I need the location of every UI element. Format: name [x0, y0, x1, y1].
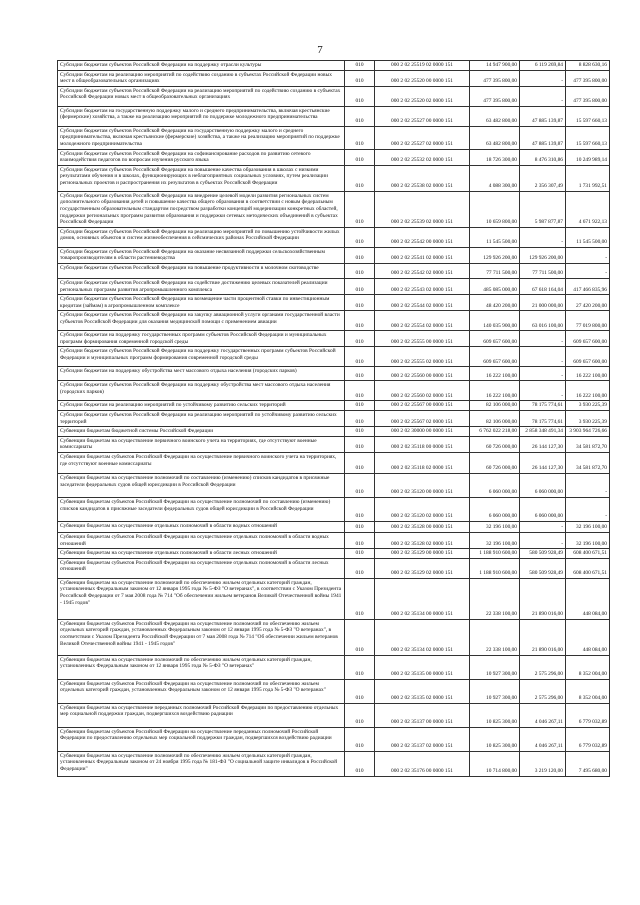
table-row — [58, 263, 610, 278]
table-row — [58, 727, 610, 751]
row-unexecuted: 32 196 100,00 — [566, 533, 610, 549]
row-line-code: 010 — [345, 227, 375, 247]
row-name: Субвенции бюджетам на осуществление отдельных полномочий в области лесных отношений — [58, 549, 345, 559]
table-row — [58, 578, 610, 619]
row-name: Субсидии бюджетам на реализацию мероприятий по устойчивому развитию сельских территорий — [58, 401, 345, 411]
row-name: Субсидии бюджетам субъектов Российской Федерации на реализацию мероприятий по устойчивому развитию сельских территорий — [58, 411, 345, 427]
table-row — [58, 191, 610, 227]
row-name: Субвенции бюджетам субъектов Российской Федерации на осуществление полномочий по обеспечению жильем отдельных категорий граждан, установленных Федеральным законом от 12 января 1995 года № 5-ФЗ "О ветеранах", в соответствии с Указом Президента Российской Федерации от 7 мая 2008 года № 714 "Об обеспечении жильем ветеранов Великой Отечественной войны 1941 - 1945 годов" — [58, 619, 345, 655]
row-unexecuted: - — [566, 474, 610, 498]
row-budget-code: 000 2 02 35120 00 0000 151 — [375, 474, 470, 498]
row-unexecuted: 8 352 004,00 — [566, 655, 610, 679]
row-executed: 4 046 267,11 — [520, 703, 566, 727]
row-approved: 6 060 000,00 — [470, 498, 520, 522]
row-approved: 10 714 800,00 — [470, 751, 520, 776]
row-budget-code: 000 2 02 35134 02 0000 151 — [375, 619, 470, 655]
row-executed: 2 858 348 491,34 — [520, 427, 566, 437]
row-budget-code: 000 2 02 25527 00 0000 151 — [375, 106, 470, 126]
row-name: Субсидии бюджетам субъектов Российской Федерации на реализацию мероприятий по содействию созданию в субъектах Российской Федерации новых мест в общеобразовательных организациях — [58, 86, 345, 106]
table-row — [58, 367, 610, 381]
row-budget-code: 000 2 02 35118 00 0000 151 — [375, 436, 470, 452]
row-budget-code: 000 2 02 35137 02 0000 151 — [375, 727, 470, 751]
row-line-code: 010 — [345, 619, 375, 655]
row-name: Субсидии бюджетам субъектов Российской Федерации на поддержку отрасли культуры — [58, 61, 345, 71]
row-name: Субсидии бюджетам субъектов Российской Федерации на повышение качества образования в школах с низкими результатами обучения и в школах, функционирующих в неблагоприятных социальных условиях, путем реализации региональных проектов и распространения их результатов в субъектах Российской Федерации — [58, 165, 345, 191]
row-executed: 4 046 267,11 — [520, 727, 566, 751]
row-line-code: 010 — [345, 191, 375, 227]
row-unexecuted: 34 581 872,70 — [566, 436, 610, 452]
row-unexecuted: 6 779 032,89 — [566, 727, 610, 751]
row-budget-code: 000 2 02 35128 02 0000 151 — [375, 533, 470, 549]
table-row — [58, 126, 610, 149]
row-executed: - — [520, 533, 566, 549]
row-approved: 609 657 600,00 — [470, 347, 520, 367]
row-budget-code: 000 2 02 35129 00 0000 151 — [375, 549, 470, 559]
row-approved: 485 085 000,00 — [470, 278, 520, 294]
row-approved: 32 196 100,00 — [470, 522, 520, 533]
row-approved: 48 420 200,00 — [470, 295, 520, 311]
row-budget-code: 000 2 02 25560 00 0000 151 — [375, 367, 470, 381]
row-unexecuted: 3 903 964 726,66 — [566, 427, 610, 437]
table-row — [58, 86, 610, 106]
row-budget-code: 000 2 02 25544 02 0000 151 — [375, 295, 470, 311]
row-line-code: 010 — [345, 411, 375, 427]
row-unexecuted: - — [566, 263, 610, 278]
table-row — [58, 498, 610, 522]
row-name: Субсидии бюджетам субъектов Российской Федерации на возмещение части процентной ставки по инвестиционным кредитам (займам) в агропромышленном комплексе — [58, 295, 345, 311]
row-approved: 22 338 100,00 — [470, 578, 520, 619]
row-line-code: 010 — [345, 278, 375, 294]
table-row — [58, 522, 610, 533]
row-line-code: 010 — [345, 367, 375, 381]
row-executed: 21 000 000,00 — [520, 295, 566, 311]
row-budget-code: 000 2 02 25541 02 0000 151 — [375, 247, 470, 263]
row-budget-code: 000 2 02 25519 02 0000 151 — [375, 61, 470, 71]
row-executed: 21 890 016,00 — [520, 619, 566, 655]
row-unexecuted: 32 196 100,00 — [566, 522, 610, 533]
table-row — [58, 655, 610, 679]
row-name: Субвенции бюджетам субъектов Российской Федерации на осуществление отдельных полномочий в области водных отношений — [58, 533, 345, 549]
table-row — [58, 149, 610, 165]
row-unexecuted: 77 019 800,00 — [566, 311, 610, 331]
row-line-code: 010 — [345, 703, 375, 727]
budget-table-body — [58, 61, 610, 777]
row-name: Субсидии бюджетам субъектов Российской Федерации на повышение продуктивности в молочном скотоводстве — [58, 263, 345, 278]
row-name: Субсидии бюджетам субъектов Российской Федерации на государственную поддержку малого и среднего предпринимательства, включая крестьянские (фермерские) хозяйства, а также на реализацию мероприятий по поддержке молодежного предпринимательства — [58, 126, 345, 149]
row-approved: 63 482 800,00 — [470, 126, 520, 149]
row-line-code: 010 — [345, 61, 375, 71]
row-executed: - — [520, 70, 566, 86]
row-line-code: 010 — [345, 549, 375, 559]
row-name: Субвенции бюджетам на осуществление отдельных полномочий в области водных отношений — [58, 522, 345, 533]
row-executed: 26 144 127,30 — [520, 436, 566, 452]
row-name: Субсидии бюджетам субъектов Российской Федерации на поддержку обустройства мест массового отдыха населения (городских парков) — [58, 381, 345, 401]
table-row — [58, 619, 610, 655]
row-approved: 1 188 910 600,00 — [470, 558, 520, 578]
row-approved: 60 726 000,00 — [470, 436, 520, 452]
row-executed: 78 175 774,61 — [520, 411, 566, 427]
row-executed: 2 356 307,49 — [520, 165, 566, 191]
row-executed: 63 016 100,00 — [520, 311, 566, 331]
row-unexecuted: 608 400 671,51 — [566, 558, 610, 578]
row-executed: 78 175 774,61 — [520, 401, 566, 411]
row-unexecuted: 608 400 671,51 — [566, 549, 610, 559]
row-name: Субвенции бюджетам на осуществление полномочий по обеспечению жильем отдельных категорий граждан, установленных Федеральным законом от 12 января 1995 года № 5-ФЗ "О ветеранах", в соответствии с Указом Президента Российской Федерации от 7 мая 2008 года № 714 "Об обеспечении жильем ветеранов Великой Отечественной войны 1941 - 1945 годов" — [58, 578, 345, 619]
row-name: Субсидии бюджетам на реализацию мероприятий по содействию созданию в субъектах Российской Федерации новых мест в общеобразовательных организациях — [58, 70, 345, 86]
row-name: Субвенции бюджетам бюджетной системы Российской Федерации — [58, 427, 345, 437]
row-name: Субвенции бюджетам на осуществление полномочий по обеспечению жильем отдельных категорий граждан, установленных Федеральным законом от 12 января 1995 года № 5-ФЗ "О ветеранах" — [58, 655, 345, 679]
row-executed: 8 476 310,86 — [520, 149, 566, 165]
table-row — [58, 474, 610, 498]
row-approved: 10 825 300,00 — [470, 727, 520, 751]
row-name: Субвенции бюджетам на осуществление полномочий по составлению (изменению) списков кандидатов в присяжные заседатели федеральных судов общей юрисдикции в Российской Федерации — [58, 474, 345, 498]
row-executed: 21 890 016,00 — [520, 578, 566, 619]
row-unexecuted: 34 581 872,70 — [566, 453, 610, 474]
table-row — [58, 61, 610, 71]
row-unexecuted: 16 222 100,00 — [566, 367, 610, 381]
row-executed: 2 575 296,00 — [520, 679, 566, 703]
row-unexecuted: 417 466 835,96 — [566, 278, 610, 294]
row-executed: - — [520, 86, 566, 106]
row-approved: 477 395 800,00 — [470, 70, 520, 86]
row-budget-code: 000 2 02 25560 02 0000 151 — [375, 381, 470, 401]
row-unexecuted: 3 930 225,39 — [566, 411, 610, 427]
table-row — [58, 227, 610, 247]
row-budget-code: 000 2 02 35120 02 0000 151 — [375, 498, 470, 522]
row-budget-code: 000 2 02 30000 00 0000 151 — [375, 427, 470, 437]
row-budget-code: 000 2 02 35118 02 0000 151 — [375, 453, 470, 474]
row-budget-code: 000 2 02 25539 02 0000 151 — [375, 191, 470, 227]
row-name: Субвенции бюджетам на осуществление полномочий по обеспечению жильем отдельных категорий граждан, установленных Федеральным законом от 24 ноября 1995 года № 181-ФЗ "О социальной защите инвалидов в Российской Федерации" — [58, 751, 345, 776]
row-approved: 609 657 600,00 — [470, 331, 520, 347]
row-executed: 3 219 120,00 — [520, 751, 566, 776]
table-row — [58, 106, 610, 126]
row-budget-code: 000 2 02 35176 00 0000 151 — [375, 751, 470, 776]
row-executed: 2 575 296,00 — [520, 655, 566, 679]
row-executed: 47 885 139,87 — [520, 106, 566, 126]
row-unexecuted: 1 731 992,51 — [566, 165, 610, 191]
row-approved: 129 926 200,00 — [470, 247, 520, 263]
row-line-code: 010 — [345, 578, 375, 619]
row-executed: 6 119 269,84 — [520, 61, 566, 71]
row-line-code: 010 — [345, 295, 375, 311]
row-line-code: 010 — [345, 106, 375, 126]
row-executed: 6 060 000,00 — [520, 474, 566, 498]
page-number: 7 — [317, 44, 323, 56]
row-approved: 140 035 900,00 — [470, 311, 520, 331]
row-approved: 1 188 910 600,00 — [470, 549, 520, 559]
row-approved: 77 711 500,00 — [470, 263, 520, 278]
row-budget-code: 000 2 02 25542 02 0000 151 — [375, 263, 470, 278]
row-executed: 47 885 139,87 — [520, 126, 566, 149]
row-line-code: 010 — [345, 427, 375, 437]
row-unexecuted: 8 352 004,00 — [566, 679, 610, 703]
table-row — [58, 751, 610, 776]
table-row — [58, 247, 610, 263]
row-executed: 6 060 000,00 — [520, 498, 566, 522]
row-approved: 82 106 000,00 — [470, 401, 520, 411]
row-budget-code: 000 2 02 25555 02 0000 151 — [375, 347, 470, 367]
table-row — [58, 295, 610, 311]
row-unexecuted: 27 420 200,00 — [566, 295, 610, 311]
table-row — [58, 558, 610, 578]
row-approved: 477 395 800,00 — [470, 86, 520, 106]
row-budget-code: 000 2 02 35129 02 0000 151 — [375, 558, 470, 578]
row-name: Субсидии бюджетам на поддержку обустройства мест массового отдыха населения (городских парков) — [58, 367, 345, 381]
row-executed: - — [520, 227, 566, 247]
row-name: Субвенции бюджетам субъектов Российской Федерации на осуществление отдельных полномочий в области лесных отношений — [58, 558, 345, 578]
row-name: Субсидии бюджетам субъектов Российской Федерации на софинансирование расходов по развитию сетевого взаимодействия педагогов по вопросам изучения русского языка — [58, 149, 345, 165]
row-budget-code: 000 2 02 35128 00 0000 151 — [375, 522, 470, 533]
row-line-code: 010 — [345, 247, 375, 263]
table-row — [58, 70, 610, 86]
row-line-code: 010 — [345, 126, 375, 149]
row-budget-code: 000 2 02 35134 00 0000 151 — [375, 578, 470, 619]
row-line-code: 010 — [345, 263, 375, 278]
row-executed: 67 618 164,04 — [520, 278, 566, 294]
row-budget-code: 000 2 02 35135 02 0000 151 — [375, 679, 470, 703]
table-row — [58, 331, 610, 347]
row-approved: 10 927 300,00 — [470, 655, 520, 679]
row-approved: 6 060 000,00 — [470, 474, 520, 498]
row-approved: 82 106 000,00 — [470, 411, 520, 427]
row-unexecuted: 11 545 500,00 — [566, 227, 610, 247]
row-budget-code: 000 2 02 35137 00 0000 151 — [375, 703, 470, 727]
row-unexecuted: - — [566, 247, 610, 263]
row-budget-code: 000 2 02 25538 02 0000 151 — [375, 165, 470, 191]
row-approved: 18 726 300,00 — [470, 149, 520, 165]
row-line-code: 010 — [345, 474, 375, 498]
row-line-code: 010 — [345, 522, 375, 533]
row-approved: 14 947 900,00 — [470, 61, 520, 71]
row-budget-code: 000 2 02 25542 00 0000 151 — [375, 227, 470, 247]
row-unexecuted: 4 671 922,13 — [566, 191, 610, 227]
row-budget-code: 000 2 02 25527 02 0000 151 — [375, 126, 470, 149]
table-row — [58, 436, 610, 452]
row-budget-code: 000 2 02 25567 02 0000 151 — [375, 411, 470, 427]
table-row — [58, 311, 610, 331]
row-line-code: 010 — [345, 401, 375, 411]
row-name: Субсидии бюджетам субъектов Российской Федерации на реализацию мероприятий по повышению устойчивости жилых домов, основных объектов и систем жизнеобеспечения в сейсмических районах Российской Федерации — [58, 227, 345, 247]
row-approved: 22 338 100,00 — [470, 619, 520, 655]
row-line-code: 010 — [345, 727, 375, 751]
row-line-code: 010 — [345, 165, 375, 191]
table-row — [58, 381, 610, 401]
row-executed: - — [520, 522, 566, 533]
table-row — [58, 453, 610, 474]
row-line-code: 010 — [345, 311, 375, 331]
row-line-code: 010 — [345, 655, 375, 679]
row-line-code: 010 — [345, 347, 375, 367]
row-executed: 5 987 877,87 — [520, 191, 566, 227]
row-unexecuted: 16 222 100,00 — [566, 381, 610, 401]
row-executed: - — [520, 331, 566, 347]
row-line-code: 010 — [345, 381, 375, 401]
row-line-code: 010 — [345, 149, 375, 165]
row-name: Субвенции бюджетам субъектов Российской Федерации на осуществление полномочий по составлению (изменению) списков кандидатов в присяжные заседатели федеральных судов общей юрисдикции в Российской Федерации — [58, 498, 345, 522]
row-unexecuted: 448 084,00 — [566, 619, 610, 655]
row-approved: 11 545 500,00 — [470, 227, 520, 247]
table-row — [58, 549, 610, 559]
table-row — [58, 165, 610, 191]
row-name: Субсидии бюджетам субъектов Российской Федерации на закупку авиационной услуги органами государственной власти субъектов Российской Федерации для оказания медицинской помощи с применением авиации — [58, 311, 345, 331]
row-line-code: 010 — [345, 86, 375, 106]
row-line-code: 010 — [345, 453, 375, 474]
row-line-code: 010 — [345, 70, 375, 86]
row-executed: 129 926 200,00 — [520, 247, 566, 263]
row-name: Субвенции бюджетам на осуществление переданных полномочий Российской Федерации по предоставлению отдельных мер социальной поддержки граждан, подвергшихся воздействию радиации — [58, 703, 345, 727]
row-unexecuted: - — [566, 498, 610, 522]
row-unexecuted: 448 084,00 — [566, 578, 610, 619]
row-name: Субвенции бюджетам субъектов Российской Федерации на осуществление первичного воинского учета на территориях, где отсутствуют военные комиссариаты — [58, 453, 345, 474]
row-executed: 580 509 928,49 — [520, 549, 566, 559]
table-row — [58, 411, 610, 427]
row-name: Субсидии бюджетам на государственную поддержку малого и среднего предпринимательства, включая крестьянские (фермерские) хозяйства, а также на реализацию мероприятий по поддержке молодежного предпринимательства — [58, 106, 345, 126]
row-line-code: 010 — [345, 498, 375, 522]
row-name: Субсидии бюджетам субъектов Российской Федерации на оказание несвязанной поддержки сельскохозяйственным товаропроизводителям в области растениеводства — [58, 247, 345, 263]
row-approved: 60 726 000,00 — [470, 453, 520, 474]
row-approved: 63 482 800,00 — [470, 106, 520, 126]
budget-table — [57, 60, 610, 777]
row-unexecuted: 477 395 800,00 — [566, 70, 610, 86]
row-line-code: 010 — [345, 436, 375, 452]
row-line-code: 010 — [345, 558, 375, 578]
row-executed: - — [520, 367, 566, 381]
row-budget-code: 000 2 02 25555 00 0000 151 — [375, 331, 470, 347]
row-budget-code: 000 2 02 25520 00 0000 151 — [375, 70, 470, 86]
row-line-code: 010 — [345, 331, 375, 347]
row-unexecuted: 10 249 989,14 — [566, 149, 610, 165]
table-row — [58, 679, 610, 703]
row-budget-code: 000 2 02 25520 02 0000 151 — [375, 86, 470, 106]
table-row — [58, 427, 610, 437]
row-line-code: 010 — [345, 533, 375, 549]
table-row — [58, 347, 610, 367]
row-approved: 10 659 800,00 — [470, 191, 520, 227]
row-budget-code: 000 2 02 25532 02 0000 151 — [375, 149, 470, 165]
table-row — [58, 703, 610, 727]
row-name: Субвенции бюджетам субъектов Российской Федерации на осуществление полномочий по обеспечению жильем отдельных категорий граждан, установленных Федеральным законом от 12 января 1995 года № 5-ФЗ "О ветеранах" — [58, 679, 345, 703]
row-name: Субсидии бюджетам субъектов Российской Федерации на содействие достижению целевых показателей реализации региональных программ развития агропромышленного комплекса — [58, 278, 345, 294]
row-approved: 10 825 300,00 — [470, 703, 520, 727]
table-row — [58, 278, 610, 294]
row-approved: 4 088 300,00 — [470, 165, 520, 191]
row-unexecuted: 7 495 680,00 — [566, 751, 610, 776]
table-row — [58, 533, 610, 549]
row-approved: 32 196 100,00 — [470, 533, 520, 549]
row-approved: 6 762 022 218,00 — [470, 427, 520, 437]
row-approved: 10 927 300,00 — [470, 679, 520, 703]
row-executed: - — [520, 347, 566, 367]
row-executed: - — [520, 381, 566, 401]
row-unexecuted: 8 828 630,16 — [566, 61, 610, 71]
row-name: Субсидии бюджетам субъектов Российской Федерации на внедрение целевой модели развития региональных систем дополнительного образования детей и повышение качества общего образования в соответствии с новым федеральным государственным образовательным стандартом посредством разработки концепций модернизации конкретных областей, поддержки региональных программ развития образования и поддержки сетевых методических объединений в субъектах Российской Федерации — [58, 191, 345, 227]
row-line-code: 010 — [345, 679, 375, 703]
row-unexecuted: 609 657 600,00 — [566, 347, 610, 367]
row-name: Субсидии бюджетам субъектов Российской Федерации на поддержку государственных программ субъектов Российской Федерации и муниципальных программ формирования современной городской среды — [58, 347, 345, 367]
row-unexecuted: 609 657 600,00 — [566, 331, 610, 347]
row-name: Субсидии бюджетам на поддержку государственных программ субъектов Российской Федерации и муниципальных программ формирования современной городской среды — [58, 331, 345, 347]
row-unexecuted: 477 395 800,00 — [566, 86, 610, 106]
table-row — [58, 401, 610, 411]
row-executed: 26 144 127,30 — [520, 453, 566, 474]
row-unexecuted: 3 930 225,39 — [566, 401, 610, 411]
row-name: Субвенции бюджетам на осуществление первичного воинского учета на территориях, где отсутствуют военные комиссариаты — [58, 436, 345, 452]
row-budget-code: 000 2 02 35135 00 0000 151 — [375, 655, 470, 679]
row-unexecuted: 15 597 660,13 — [566, 106, 610, 126]
row-budget-code: 000 2 02 25543 02 0000 151 — [375, 278, 470, 294]
row-executed: 77 711 500,00 — [520, 263, 566, 278]
row-name: Субвенции бюджетам субъектов Российской Федерации на осуществление переданных полномочий Российской Федерации по предоставлению отдельных мер социальной поддержки граждан, подвергшихся воздействию радиации — [58, 727, 345, 751]
row-unexecuted: 6 779 032,89 — [566, 703, 610, 727]
row-approved: 16 222 100,00 — [470, 367, 520, 381]
row-line-code: 010 — [345, 751, 375, 776]
row-budget-code: 000 2 02 25567 00 0000 151 — [375, 401, 470, 411]
row-executed: 580 509 928,49 — [520, 558, 566, 578]
row-budget-code: 000 2 02 25554 02 0000 151 — [375, 311, 470, 331]
row-approved: 16 222 100,00 — [470, 381, 520, 401]
row-unexecuted: 15 597 660,13 — [566, 126, 610, 149]
